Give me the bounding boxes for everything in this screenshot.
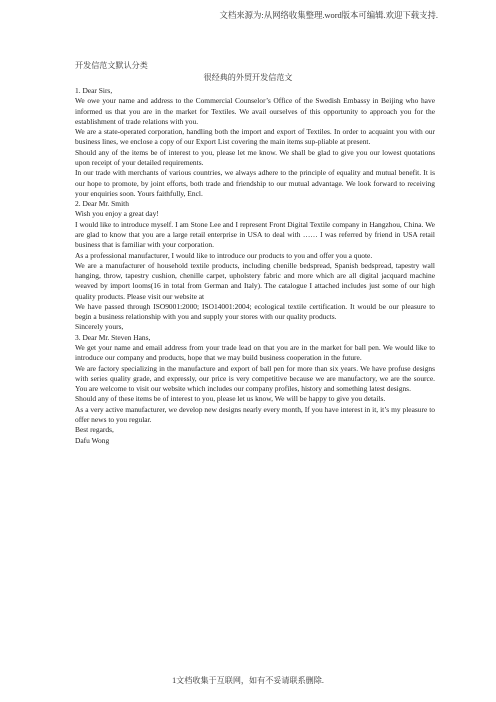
document-body xyxy=(75,86,435,446)
paragraph: 2. Dear Mr. Smith xyxy=(75,199,129,209)
paragraph: We are a state-operated corporation, handling both the import and export of Textiles. In order to acquaint you with our business lines, we enclose a copy of our Export List covering the main items sup-pliable at present. xyxy=(75,127,435,147)
paragraph: 3. Dear Mr. Steven Hans, xyxy=(75,332,151,342)
paragraph: We owe your name and address to the Commercial Counselor’s Office of the Swedish Embassy in Beijing who have informed us that you are in the market for Textiles. We avail ourselves of this opportunity to approach you for the establishment of trade relations with you. xyxy=(75,96,435,126)
paragraph: We are a manufacturer of household textile products, including chenille bedspread, Spanish bedspread, tapestry wall hanging, throw, tapestry cushion, chenille carpet, upholstery fabric and more which are all digital jacquard machine weaved by import looms(16 in total from German and Italy). The catalogue I attached includes just some of our high quality products. Please visit our website at xyxy=(75,260,435,301)
footer-note: 1文档收集于互联网，如有不妥请联系删除. xyxy=(172,676,324,685)
paragraph: Wish you enjoy a great day! xyxy=(75,209,159,219)
paragraph: I would like to introduce myself. I am Stone Lee and I represent Front Digital Textile company in Hangzhou, China. We are glad to know that you are a large retail enterprise in USA to deal with …… I was referred by friend in USA retail business that is familiar with your corporation. xyxy=(75,219,435,250)
paragraph: Dafu Wong xyxy=(75,435,110,445)
paragraph: In our trade with merchants of various countries, we always adhere to the principle of equality and mutual benefit. It is our hope to promote, by joint efforts, both trade and friendship to our mutual advantage. We look forward to receiving your enquiries soon. Yours faithfully, Encl. xyxy=(75,168,435,198)
paragraph: 1. Dear Sirs, xyxy=(75,86,113,95)
paragraph: Best regards, xyxy=(75,425,114,435)
paragraph: We have passed through ISO9001:2000; ISO14001:2004; ecological textile certification. It would be our pleasure to begin a business relationship with you and supply your stores with our quality products. xyxy=(75,301,435,322)
paragraph: We are factory specializing in the manufacture and export of ball pen for more than six years. We have profuse designs with series quality grade, and expressly, our price is very competitive because we are manufactory, we are the source. You are welcome to visit our website which includes our company profiles, history and something latest designs. xyxy=(75,363,435,394)
paragraph: We get your name and email address from your trade lead on that you are in the market for ball pen. We would like to introduce our company and products, hope that we may build business cooperation in the future. xyxy=(75,343,435,363)
paragraph: Sincerely yours, xyxy=(75,322,124,332)
header-note: 文档来源为:从网络收集整理.word版本可编辑.欢迎下载支持. xyxy=(219,11,438,20)
paragraph: Should any of these items be of interest to you, please let us know, We will be happy to give you details. xyxy=(75,394,386,404)
paragraph: As a very active manufacturer, we develop new designs nearly every month, If you have interest in it, it’s my pleasure to offer news to you regular. xyxy=(75,404,435,424)
category-label: 开发信范文默认分类 xyxy=(75,61,148,70)
page-title: 很经典的外贸开发信范文 xyxy=(203,73,293,82)
paragraph: Should any of the items be of interest to you, please let me know. We shall be glad to give you our lowest quotations upon receipt of your detailed requirements. xyxy=(75,147,435,167)
paragraph: As a professional manufacturer, I would like to introduce our products to you and offer you a quote. xyxy=(75,250,373,260)
